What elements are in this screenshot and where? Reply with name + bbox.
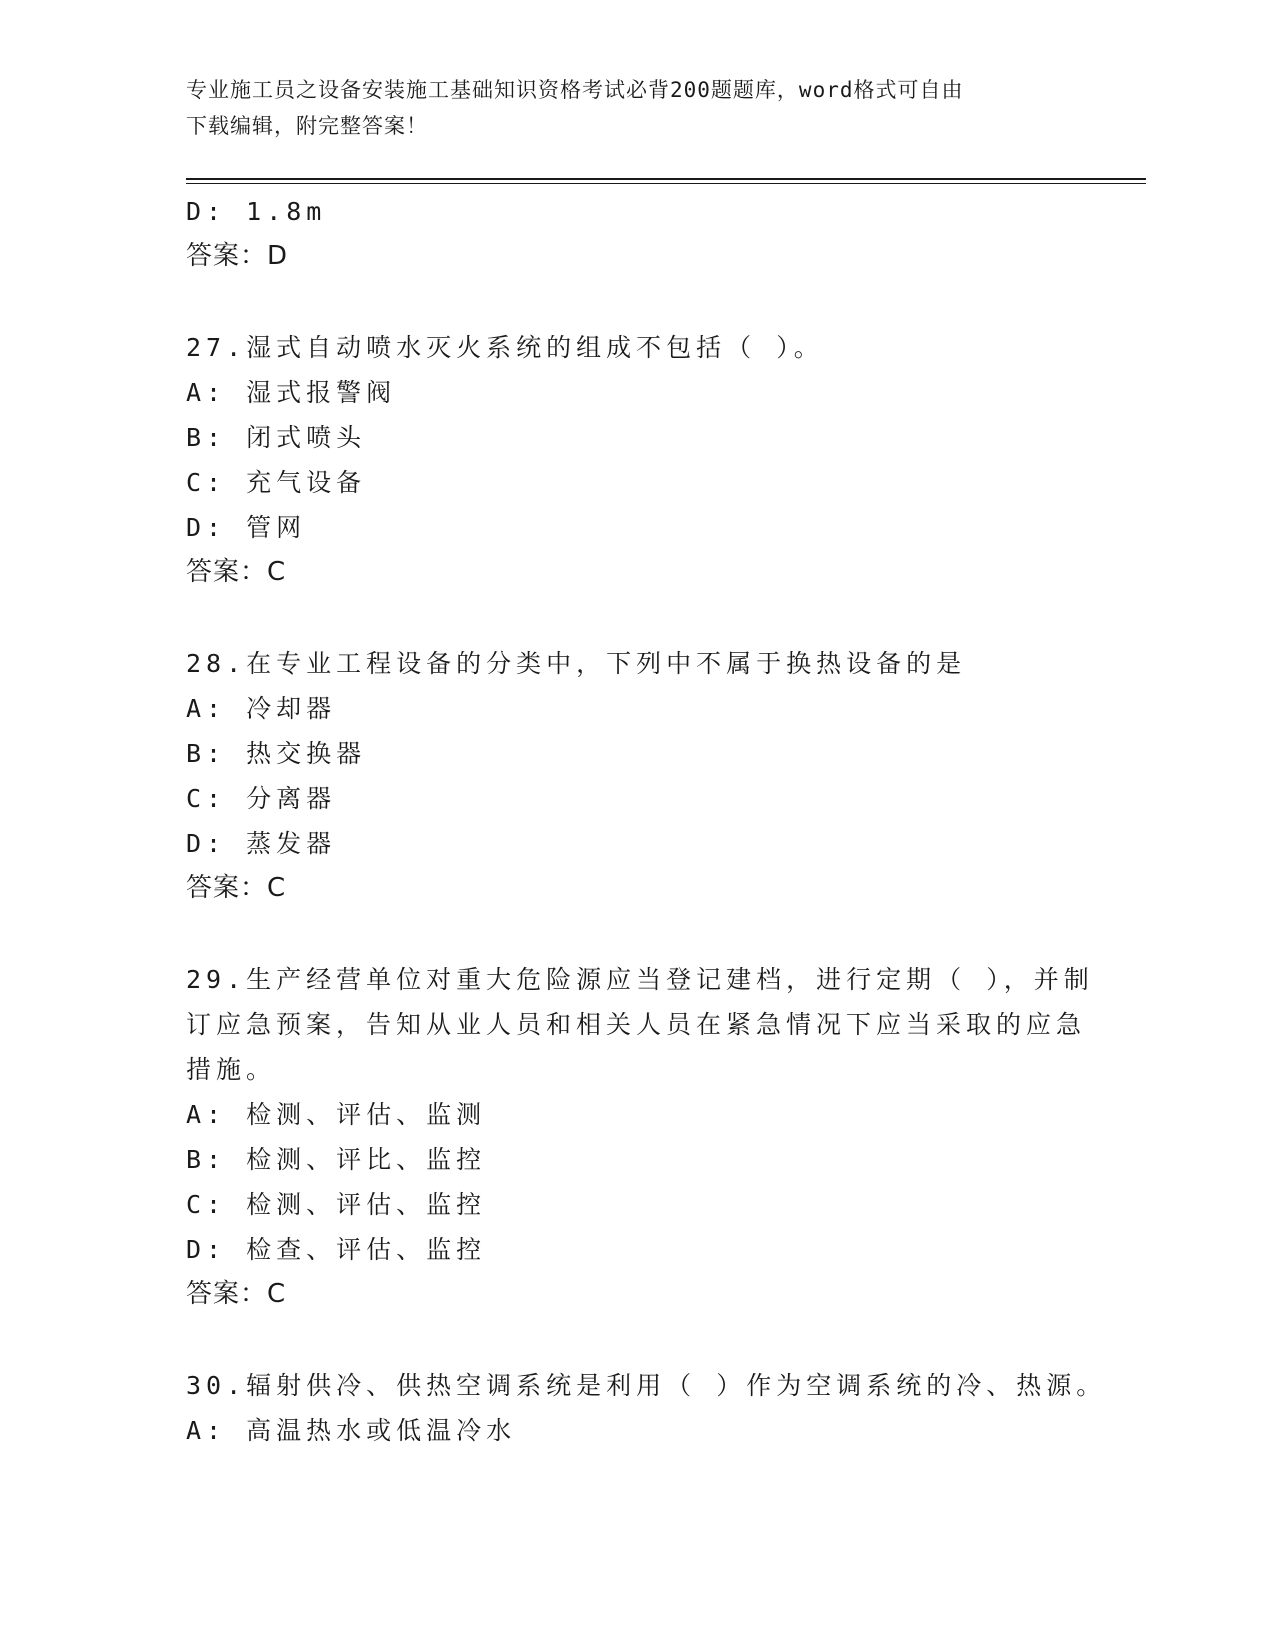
header-divider-thick [186, 178, 1146, 180]
question-28 [186, 641, 1066, 911]
header-line-1: 专业施工员之设备安装施工基础知识资格考试必背200题题库，word格式可自由 [186, 78, 964, 102]
header-divider-thin [186, 183, 1146, 184]
option-a: A: 冷却器 [186, 694, 337, 723]
answer: 答案：D [186, 241, 289, 271]
question-29 [186, 957, 1094, 1317]
option-b: B: 闭式喷头 [186, 423, 367, 452]
question-text-line-1: 29.生产经营单位对重大危险源应当登记建档，进行定期（ ），并制 [186, 965, 1094, 994]
option-b: B: 检测、评比、监控 [186, 1145, 487, 1174]
answer: 答案：C [186, 873, 287, 903]
option-d: D: 检查、评估、监控 [186, 1235, 487, 1264]
question-text-line-2: 订应急预案，告知从业人员和相关人员在紧急情况下应当采取的应急 [186, 1010, 1087, 1039]
spacer [186, 279, 1066, 325]
option-b: B: 热交换器 [186, 739, 367, 768]
spacer [186, 595, 1066, 641]
option-d: D: 蒸发器 [186, 829, 337, 858]
option-d: D: 1.8m [186, 197, 327, 226]
option-a: A: 检测、评估、监测 [186, 1100, 487, 1129]
spacer [186, 1317, 1066, 1363]
answer: 答案：C [186, 557, 287, 587]
option-c: C: 充气设备 [186, 468, 367, 497]
question-list [186, 189, 1107, 1453]
question-30 [186, 1363, 1107, 1453]
question-27 [186, 325, 1066, 595]
option-a: A: 湿式报警阀 [186, 378, 397, 407]
option-d: D: 管网 [186, 513, 307, 542]
answer: 答案：C [186, 1279, 287, 1309]
document-header [186, 72, 1066, 144]
header-line-2: 下载编辑，附完整答案！ [186, 114, 428, 138]
option-c: C: 检测、评估、监控 [186, 1190, 487, 1219]
question-text: 30.辐射供冷、供热空调系统是利用（ ）作为空调系统的冷、热源。 [186, 1371, 1107, 1400]
question-text: 28.在专业工程设备的分类中，下列中不属于换热设备的是 [186, 649, 967, 678]
option-c: C: 分离器 [186, 784, 337, 813]
option-a: A: 高温热水或低温冷水 [186, 1416, 517, 1445]
question-text: 27.湿式自动喷水灭火系统的组成不包括（ ）。 [186, 333, 824, 362]
question-text-line-3: 措施。 [186, 1055, 277, 1084]
question-26-tail [186, 189, 1066, 279]
spacer [186, 911, 1066, 957]
